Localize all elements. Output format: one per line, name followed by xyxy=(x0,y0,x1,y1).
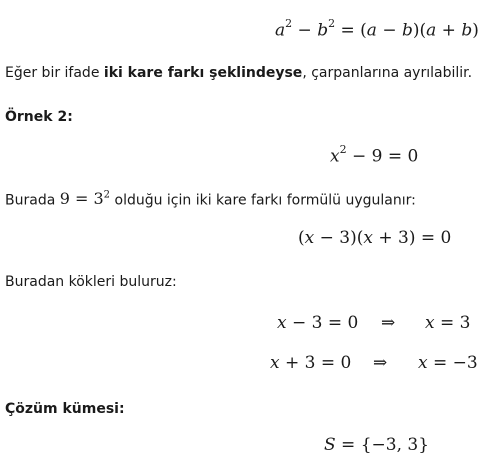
inline-math-9-eq-3sq: $9 = 3^2$ xyxy=(59,189,111,209)
root-equation-2: x + 3 = 0 xyxy=(270,353,352,373)
example-heading: Örnek 2: xyxy=(5,109,73,125)
solution-set: S = {−3, 3} xyxy=(324,435,430,455)
paragraph-explanation-after: olduğu için iki kare farkı formülü uygulanır: xyxy=(110,192,416,209)
implies-arrow-2: ⇒ xyxy=(373,353,388,373)
implies-arrow-1: ⇒ xyxy=(381,313,396,333)
paragraph-intro-before: Eğer bir ifade xyxy=(5,65,104,81)
solution-heading: Çözüm kümesi: xyxy=(5,401,125,417)
factored-equation: (x − 3)(x + 3) = 0 xyxy=(298,228,452,248)
paragraph-intro-bold: iki kare farkı şeklindeyse xyxy=(103,65,303,81)
paragraph-roots: Buradan kökleri buluruz: xyxy=(5,274,177,290)
paragraph-intro xyxy=(5,66,472,80)
root-result-1: x = 3 xyxy=(425,313,471,333)
root-result-2: x = −3 xyxy=(418,353,478,373)
identity-formula: $a^2 - b^2 = (a - b)(a + b)$ xyxy=(275,17,479,41)
example-equation: $x^2 - 9 = 0$ xyxy=(330,143,419,167)
root-equation-1: x − 3 = 0 xyxy=(277,313,359,333)
paragraph-intro-after: , çarpanlarına ayrılabilir. xyxy=(302,65,473,81)
paragraph-explanation-before: Burada xyxy=(5,192,60,209)
paragraph-explanation xyxy=(5,191,416,207)
